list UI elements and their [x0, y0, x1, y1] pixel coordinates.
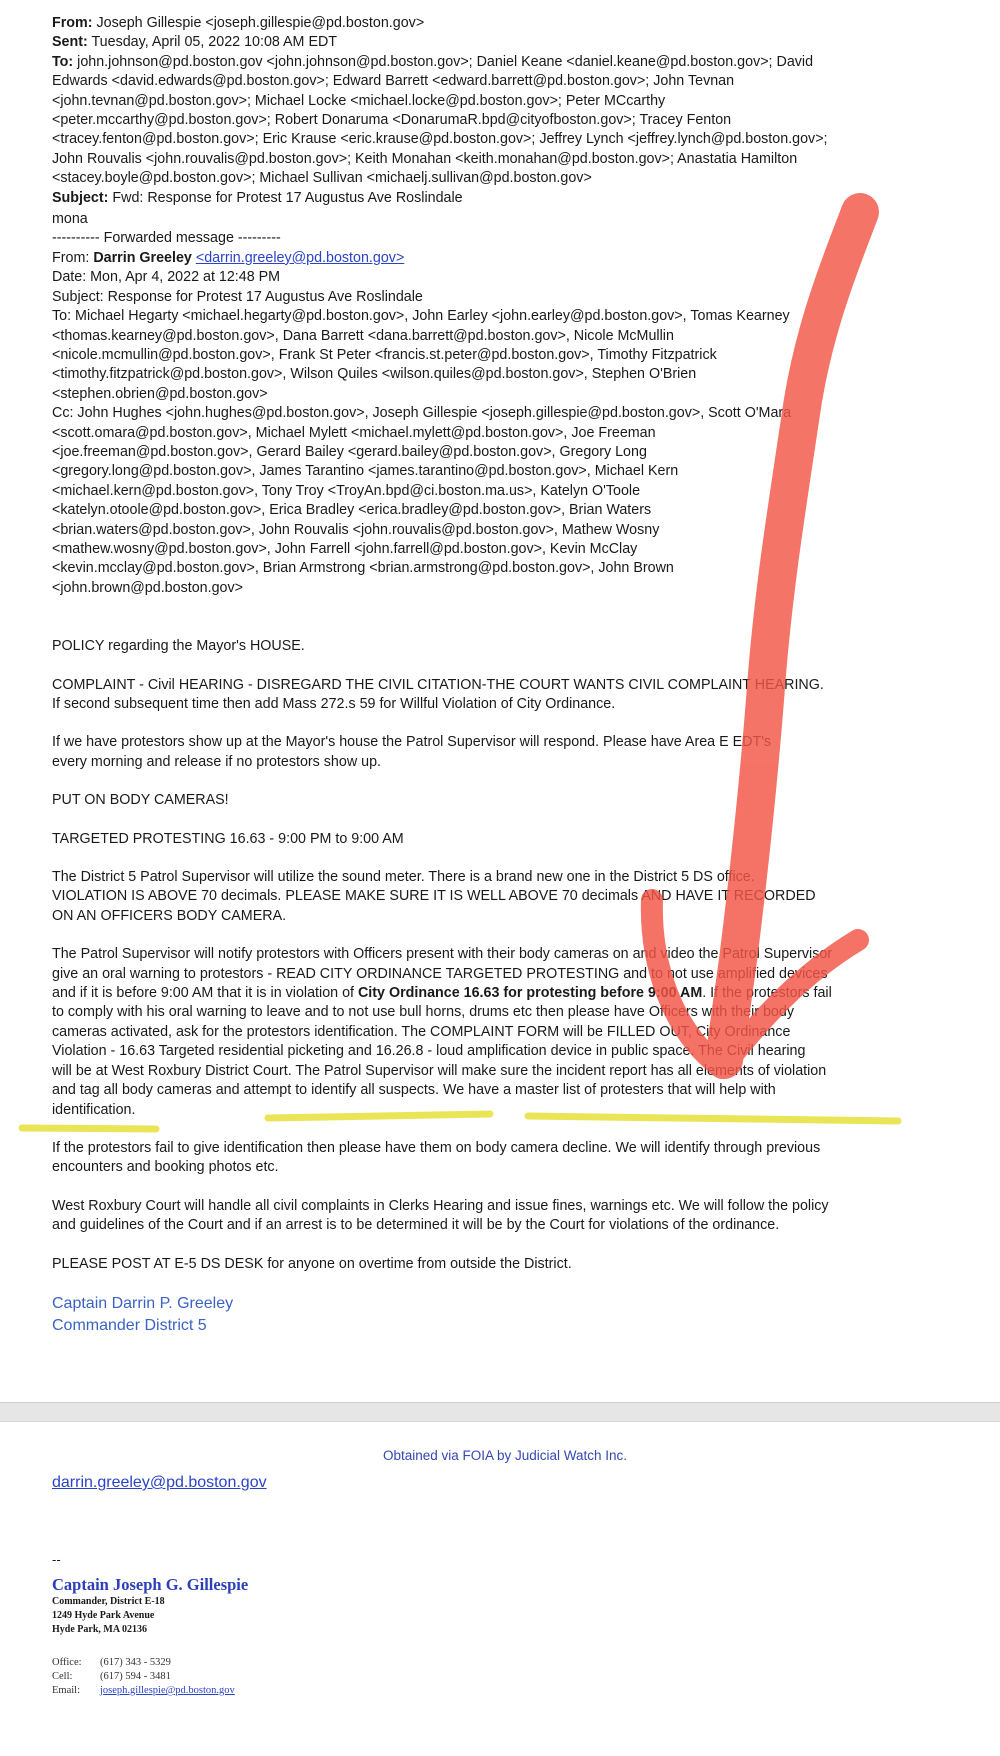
forwarded-to-line: <thomas.kearney@pd.boston.gov>, Dana Barrett <dana.barrett@pd.boston.gov>, Nicole McMullin [52, 327, 674, 344]
notify-text: . If the protestors fail [702, 985, 832, 1002]
address-line: 1249 Hyde Park Avenue [52, 1610, 155, 1621]
mayor-line: every morning and release if no protestors show up. [52, 753, 382, 770]
highlight-stroke [528, 1116, 898, 1121]
forwarded-marker: ---------- Forwarded message --------- [52, 230, 281, 247]
court-line: West Roxbury Court will handle all civil complaints in Clerks Hearing and issue fines, warnings etc. We will follow the policy [52, 1197, 829, 1214]
complaint-line: If second subsequent time then add Mass 272.s 59 for Willful Violation of City Ordinance. [52, 696, 616, 712]
post-line: PLEASE POST AT E-5 DS DESK for anyone on overtime from outside the District. [52, 1255, 572, 1272]
to-line: <tracey.fenton@pd.boston.gov>; Eric Krause <eric.krause@pd.boston.gov>; Jeffrey Lynch <jeffrey.lynch@pd.boston.gov>; [52, 131, 828, 148]
to-line: Edwards <david.edwards@pd.boston.gov>; Edward Barrett <edward.barrett@pd.boston.gov>; John Tevnan [52, 73, 735, 90]
notify-line: identification. [52, 1101, 136, 1118]
from-label: From: [52, 15, 93, 31]
red-arrow-icon [652, 212, 860, 1068]
notify-line: and tag all body cameras and attempt to identify all suspects. We have a master list of protesters that will help with [52, 1082, 776, 1099]
mayor-line: If we have protestors show up at the Mayor's house the Patrol Supervisor will respond. Please have Area E EDT's [52, 734, 772, 751]
from-value: Joseph Gillespie <joseph.gillespie@pd.boston.gov> [96, 15, 425, 31]
signature-dash: -- [52, 1552, 61, 1567]
forwarded-cc-line: <joe.freeman@pd.boston.gov>, Gerard Bailey <gerard.bailey@pd.boston.gov>, Gregory Long [52, 443, 647, 460]
forwarded-to-line: <timothy.fitzpatrick@pd.boston.gov>, Wilson Quiles <wilson.quiles@pd.boston.gov>, Stephen O'Brien [52, 366, 697, 383]
arrow-shaft [724, 212, 860, 1060]
body-intro: mona [52, 211, 88, 228]
forwarded-from-email[interactable]: <darrin.greeley@pd.boston.gov> [195, 249, 405, 266]
forwarded-cc-line: <kevin.mcclay@pd.boston.gov>, Brian Armstrong <brian.armstrong@pd.boston.gov>, John Brown [52, 560, 674, 577]
forwarded-cc-line: <gregory.long@pd.boston.gov>, James Tarantino <james.tarantino@pd.boston.gov>, Michael Kern [52, 463, 679, 480]
highlight-stroke [22, 1128, 156, 1129]
greeley-signature-name: Captain Darrin P. Greeley [52, 1294, 234, 1312]
policy-title: POLICY regarding the Mayor's HOUSE. [52, 638, 305, 655]
forwarded-from-prefix: From: [52, 249, 94, 266]
forwarded-to-line: To: Michael Hegarty <michael.hegarty@pd.boston.gov>, John Earley <john.earley@pd.boston.gov>, Tomas Kearney [52, 308, 790, 325]
meter-line: The District 5 Patrol Supervisor will utilize the sound meter. There is a brand new one in the District 5 DS office. [52, 869, 755, 886]
to-line: <stacey.boyle@pd.boston.gov>; Michael Sullivan <michaelj.sullivan@pd.boston.gov> [52, 170, 592, 187]
contact-email-link[interactable]: joseph.gillespie@pd.boston.gov [100, 1685, 235, 1696]
to-line: <john.tevnan@pd.boston.gov>; Michael Locke <michael.locke@pd.boston.gov>; Peter MCcarthy [52, 92, 666, 109]
forwarded-cc-line: <michael.kern@pd.boston.gov>, Tony Troy <TroyAn.bpd@ci.boston.ma.us>, Katelyn O'Toole [52, 482, 641, 499]
ordinance-bold: City Ordinance 16.63 for protesting before 9:00 AM [357, 985, 703, 1002]
forwarded-date: Date: Mon, Apr 4, 2022 at 12:48 PM [52, 269, 281, 286]
cameras-line: PUT ON BODY CAMERAS! [52, 792, 229, 809]
court-line: and guidelines of the Court and if an arrest is to be determined it will be by the Court for violations of the ordinance. [52, 1217, 780, 1234]
forwarded-subject: Subject: Response for Protest 17 Augustus Ave Roslindale [52, 288, 423, 305]
subject-value: Fwd: Response for Protest 17 Augustus Ave Roslindale [112, 189, 463, 206]
forwarded-cc-line: <john.brown@pd.boston.gov> [52, 579, 243, 596]
notify-line: cameras activated, ask for the protestors identification. The COMPLAINT FORM will be FILLED OUT, City Ordinance [52, 1023, 791, 1040]
forwarded-to-line: <stephen.obrien@pd.boston.gov> [52, 385, 268, 402]
to-line: <peter.mccarthy@pd.boston.gov>; Robert Donaruma <DonarumaR.bpd@cityofboston.gov>; Tracey Fenton [52, 112, 732, 129]
forwarded-to-line: <nicole.mcmullin@pd.boston.gov>, Frank St Peter <francis.st.peter@pd.boston.gov>, Timothy Fitzpatrick [52, 346, 717, 363]
office-label: Office: [52, 1657, 82, 1668]
notify-line: to comply with his oral warning to leave and to not use bull horns, drums etc then please have Officers with their body [52, 1004, 794, 1021]
sent-label: Sent: [52, 34, 88, 51]
fail-line: If the protestors fail to give identification then please have them on body camera decline. We will identify through previous [52, 1139, 821, 1156]
forwarded-cc-line: <katelyn.otoole@pd.boston.gov>, Erica Bradley <erica.bradley@pd.boston.gov>, Brian Waters [52, 502, 652, 519]
notify-text: and if it is before 9:00 AM that it is in violation of [52, 985, 358, 1002]
subject-label: Subject: [52, 189, 109, 206]
to-line: John Rouvalis <john.rouvalis@pd.boston.gov>; Keith Monahan <keith.monahan@pd.boston.gov>; Anastatia Hamilton [52, 150, 798, 167]
forwarded-cc-line: <scott.omara@pd.boston.gov>, Michael Mylett <michael.mylett@pd.boston.gov>, Joe Freeman [52, 424, 656, 441]
greeley-signature-title: Commander District 5 [52, 1316, 207, 1334]
highlight-stroke [268, 1114, 490, 1118]
highlight-marks [22, 1114, 898, 1129]
forwarded-cc-line: <brian.waters@pd.boston.gov>, John Rouvalis <john.rouvalis@pd.boston.gov>, Mathew Wosny [52, 521, 660, 538]
foia-watermark: Obtained via FOIA by Judicial Watch Inc. [382, 1448, 628, 1463]
notify-line: Violation - 16.63 Targeted residential picketing and 16.26.8 - loud amplification device in public space. The Civil hearing [52, 1043, 806, 1060]
to-line: john.johnson@pd.boston.gov <john.johnson@pd.boston.gov>; Daniel Keane <daniel.keane@pd.boston.gov>; David [77, 53, 814, 70]
office-phone: (617) 343 - 5329 [100, 1657, 171, 1668]
forwarded-cc-line: <mathew.wosny@pd.boston.gov>, John Farrell <john.farrell@pd.boston.gov>, Kevin McClay [52, 540, 638, 557]
sent-value: Tuesday, April 05, 2022 10:08 AM EDT [91, 34, 338, 51]
email-label: Email: [52, 1685, 80, 1696]
complaint-line: COMPLAINT - Civil HEARING - DISREGARD THE CIVIL CITATION-THE COURT WANTS CIVIL COMPLAINT HEARING. [52, 676, 824, 693]
fail-line: encounters and booking photos etc. [52, 1159, 279, 1176]
cell-label: Cell: [52, 1671, 73, 1682]
captain-title: Commander, District E-18 [52, 1596, 165, 1607]
notify-line: The Patrol Supervisor will notify protestors with Officers present with their body cameras on and video the Patrol Supervisor [52, 946, 833, 963]
to-label: To: [52, 53, 74, 70]
meter-line: ON AN OFFICERS BODY CAMERA. [52, 907, 287, 924]
cell-phone: (617) 594 - 3481 [100, 1671, 171, 1682]
signature-email-link[interactable]: darrin.greeley@pd.boston.gov [52, 1474, 267, 1491]
targeted-line: TARGETED PROTESTING 16.63 - 9:00 PM to 9:00 AM [52, 830, 404, 847]
meter-line: VIOLATION IS ABOVE 70 decimals. PLEASE MAKE SURE IT IS WELL ABOVE 70 decimals AND HAVE IT RECORDED [52, 888, 816, 905]
notify-line: will be at West Roxbury District Court. The Patrol Supervisor will make sure the incident report has all elements of violation [52, 1062, 827, 1079]
forwarded-cc-line: Cc: John Hughes <john.hughes@pd.boston.gov>, Joseph Gillespie <joseph.gillespie@pd.boston.gov>, Scott O'Mara [52, 405, 792, 422]
notify-line: give an oral warning to protestors - READ CITY ORDINANCE TARGETED PROTESTING and to not use amplified devices [52, 965, 828, 982]
forwarded-from-name: Darrin Greeley [93, 249, 192, 266]
address-line: Hyde Park, MA 02136 [52, 1624, 147, 1635]
captain-name: Captain Joseph G. Gillespie [52, 1575, 249, 1594]
